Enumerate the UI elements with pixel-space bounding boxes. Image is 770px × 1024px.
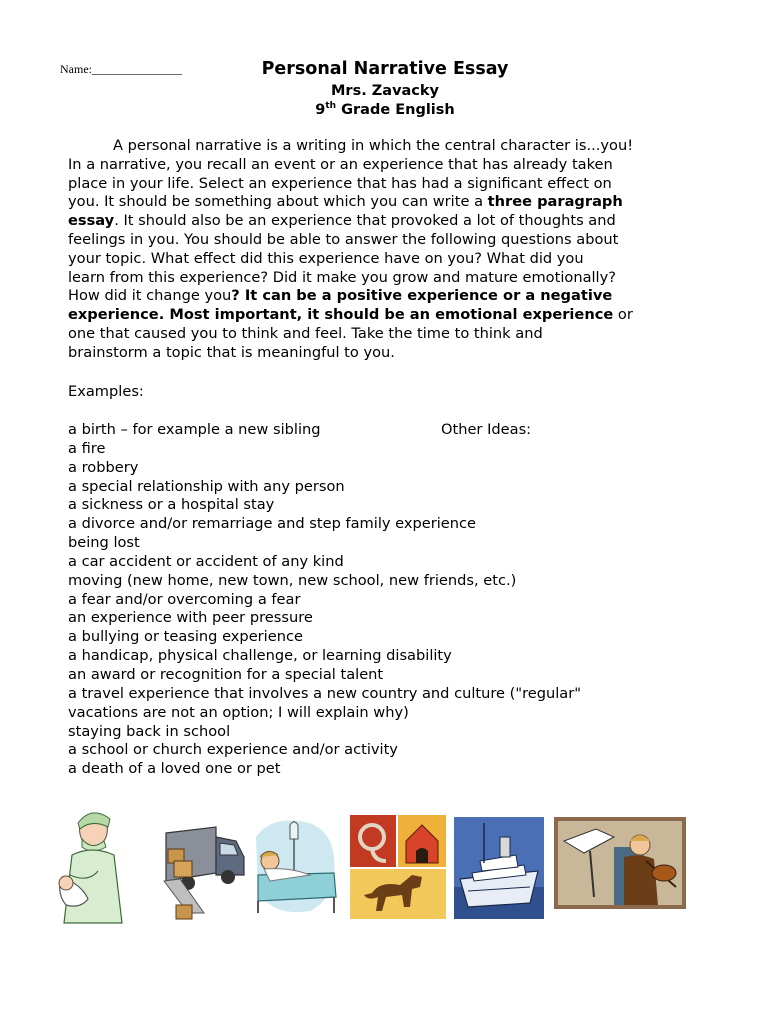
- paragraph-line: [68, 193, 708, 212]
- paragraph-line: [68, 231, 708, 250]
- text-segment: you. It should be something about which you can write a: [68, 193, 488, 211]
- example-item: a handicap, physical challenge, or learning disability: [68, 647, 452, 665]
- text-segment: . It should also be an experience that provoked a lot of thoughts and: [114, 212, 616, 230]
- text-segment: A personal narrative is a writing in which the central character is...you!: [113, 137, 634, 154]
- example-item: staying back in school: [68, 722, 231, 740]
- paragraph-line: [68, 156, 708, 175]
- paragraph-line: [68, 175, 708, 194]
- nurse-with-baby-clipart: [52, 805, 138, 925]
- paragraph-line: [68, 344, 708, 363]
- grade-number: 9: [315, 102, 326, 118]
- paragraph-line: [68, 325, 708, 344]
- course-name: [190, 101, 580, 120]
- paragraph-line: [68, 269, 708, 288]
- example-item: a school or church experience and/or activity: [68, 741, 398, 759]
- text-segment: In a narrative, you recall an event or an experience that has already taken: [68, 155, 613, 173]
- dog-doghouse-leash-clipart: [350, 815, 446, 919]
- bold-text: three paragraph: [487, 193, 623, 211]
- example-item: a divorce and/or remarriage and step family experience: [68, 515, 477, 533]
- example-item: a fear and/or overcoming a fear: [68, 590, 301, 608]
- example-item: an award or recognition for a special talent: [68, 665, 384, 683]
- intro-paragraph: [68, 137, 708, 363]
- bold-text: experience. Most important, it should be an emotional experience: [68, 306, 614, 324]
- example-item: a special relationship with any person: [68, 477, 345, 495]
- cruise-ship-clipart: [454, 817, 544, 919]
- paragraph-line: [68, 250, 708, 269]
- text-segment: one that caused you to think and feel. Take the time to think and: [68, 324, 543, 342]
- bold-text: ? It can be a positive experience or a negative: [231, 287, 613, 305]
- example-item: a robbery: [68, 458, 139, 476]
- text-segment: brainstorm a topic that is meaningful to you.: [68, 343, 395, 361]
- paragraph-line: [68, 287, 708, 306]
- examples-heading: Examples:: [68, 383, 144, 400]
- illustrations-row: [0, 805, 770, 925]
- example-item: moving (new home, new town, new school, new friends, etc.): [68, 571, 517, 589]
- example-item: an experience with peer pressure: [68, 609, 313, 627]
- hospital-patient-clipart: [250, 817, 340, 917]
- text-segment: place in your life. Select an experience that has had a significant effect on: [68, 174, 612, 192]
- grade-superscript: th: [325, 101, 337, 112]
- example-item: being lost: [68, 534, 140, 552]
- name-field-label: Name:_______________: [60, 62, 182, 76]
- example-item: a sickness or a hospital stay: [68, 496, 275, 514]
- example-item: a travel experience that involves a new country and culture ("regular": [68, 684, 581, 702]
- example-item: a car accident or accident of any kind: [68, 552, 344, 570]
- other-ideas-label: Other Ideas:: [441, 421, 532, 438]
- example-item: a fire: [68, 439, 106, 457]
- grade-rest: Grade English: [336, 102, 455, 118]
- text-segment: How did it change you: [68, 287, 232, 305]
- moving-truck-clipart: [158, 823, 248, 923]
- text-segment: feelings in you. You should be able to answer the following questions about: [68, 230, 619, 248]
- violin-student-clipart: [554, 817, 686, 909]
- examples-list: [68, 421, 581, 779]
- document-title: Personal Narrative Essay: [261, 59, 509, 79]
- example-item: a birth – for example a new sibling: [68, 421, 321, 438]
- example-item: vacations are not an option; I will explain why): [68, 703, 409, 721]
- example-item: a death of a loved one or pet: [68, 760, 281, 778]
- text-segment: your topic. What effect did this experience have on you? What did you: [68, 249, 584, 267]
- paragraph-line: [68, 137, 708, 156]
- text-segment: learn from this experience? Did it make you grow and mature emotionally?: [68, 268, 616, 286]
- paragraph-line: [68, 212, 708, 231]
- bold-text: essay: [68, 212, 115, 230]
- text-segment: or: [613, 306, 633, 324]
- paragraph-line: [68, 306, 708, 325]
- example-item: a bullying or teasing experience: [68, 628, 303, 646]
- document-header: [190, 56, 580, 120]
- teacher-name: Mrs. Zavacky: [331, 83, 439, 99]
